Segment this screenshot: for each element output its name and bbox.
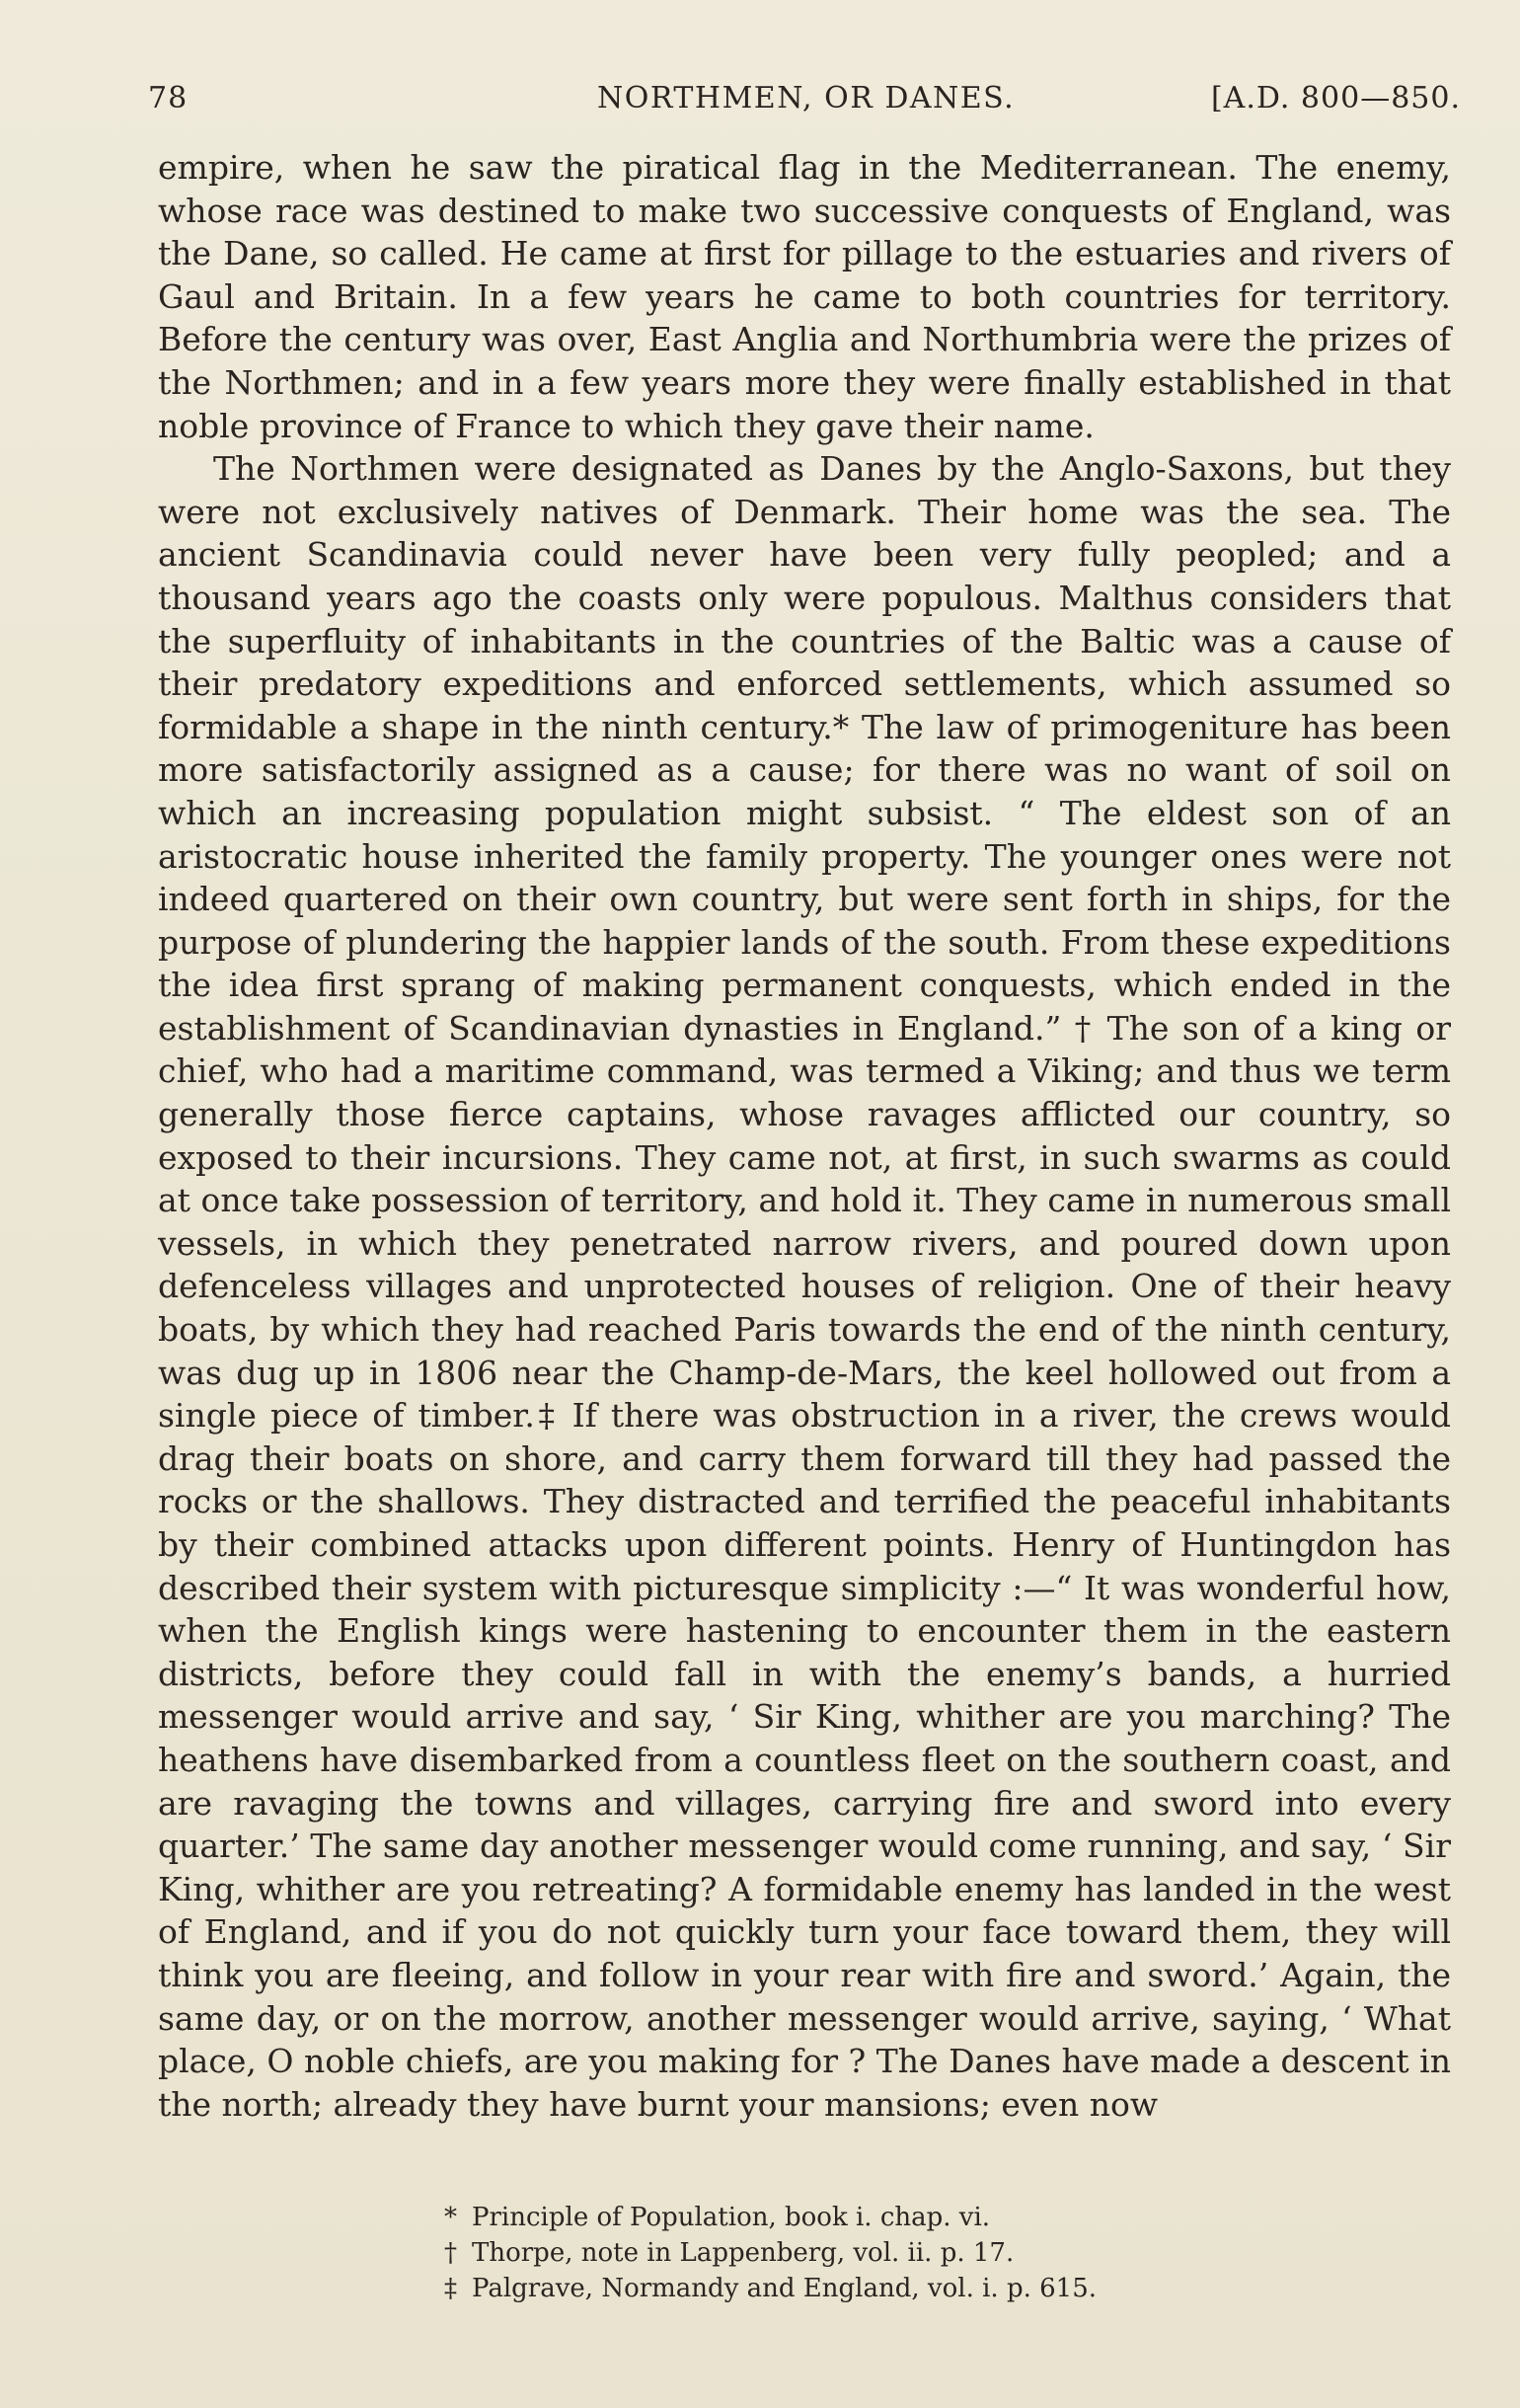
footnote <box>444 2235 1431 2271</box>
running-header <box>148 81 1461 124</box>
footnotes <box>444 2200 1431 2306</box>
footnote-mark: * <box>444 2203 457 2232</box>
footnote <box>444 2200 1431 2235</box>
footnote <box>444 2271 1431 2306</box>
running-title: NORTHMEN, OR DANES. <box>597 81 1016 116</box>
paragraph-northmen: The Northmen were designated as Danes by the Anglo-Saxons, but they were not exclusively natives of Denmark. Their home was the sea. The ancient Scandinavia could never have been very fully peopled; and a thousand years ago the coasts only were populous. Malthus considers that the superfluity of inhabitants in the countries of the Baltic was a cause of their predatory expeditions and enforced settlements, which assumed so formidable a shape in the ninth century.* The law of primogeniture has been more satisfactorily assigned as a cause; for there was no want of soil on which an increasing population might subsist. “ The eldest son of an aristocratic house inherited the family property. The younger ones were not indeed quartered on their own country, but were sent forth in ships, for the purpose of plundering the happier lands of the south. From these expeditions the idea first sprang of making permanent conquests, which ended in the establishment of Scandinavian dynasties in England.” † The son of a king or chief, who had a maritime command, was termed a Viking; and thus we term generally those fierce captains, whose ravages afflicted our country, so exposed to their incursions. They came not, at first, in such swarms as could at once take possession of territory, and hold it. They came in numerous small vessels, in which they penetrated narrow rivers, and poured down upon defenceless villages and unprotected houses of religion. One of their heavy boats, by which they had reached Paris towards the end of the ninth century, was dug up in 1806 near the Champ-de-Mars, the keel hollowed out from a single piece of timber.‡ If there was obstruction in a river, the crews would drag their boats on shore, and carry them forward till they had passed the rocks or the shallows. They distracted and terrified the peaceful inhabitants by their combined attacks upon different points. Henry of Huntingdon has described their system with picturesque simplicity :—“ It was wonderful how, when the English kings were hastening to encounter them in the eastern districts, before they could fall in with the enemy’s bands, a hurried messenger would arrive and say, ‘ Sir King, whither are you marching? The heathens have disembarked from a countless fleet on the southern coast, and are ravaging the towns and villages, carrying fire and sword into every quarter.’ The same day another messenger would come running, and say, ‘ Sir King, whither are you retreating? A formidable enemy has landed in the west of England, and if you do not quickly turn your face toward them, they will think you are fleeing, and follow in your rear with fire and sword.’ Again, the same day, or on the morrow, another messenger would arrive, saying, ‘ What place, O noble chiefs, are you making for ? The Danes have made a descent in the north; already they have burnt your mansions; even now <box>158 449 1451 2124</box>
footnote-text: Thorpe, note in Lappenberg, vol. ii. p. 17. <box>472 2238 1015 2268</box>
footnote-mark: † <box>444 2238 457 2268</box>
body-text <box>158 146 1451 2126</box>
footnote-mark: ‡ <box>444 2274 457 2303</box>
footnote-text: Principle of Population, book i. chap. vi. <box>472 2203 991 2232</box>
footnote-text: Palgrave, Normandy and England, vol. i. p. 615. <box>472 2274 1098 2303</box>
date-range: [A.D. 800—850. <box>1210 81 1461 116</box>
paragraph-continuation: empire, when he saw the piratical flag in the Mediterranean. The enemy, whose race was destined to make two successive conquests of England, was the Dane, so called. He came at first for pillage to the estuaries and rivers of Gaul and Britain. In a few years he came to both countries for territory. Before the century was over, East Anglia and Northumbria were the prizes of the Northmen; and in a few years more they were finally established in that noble province of France to which they gave their name. <box>158 148 1451 445</box>
page-number: 78 <box>148 81 189 116</box>
